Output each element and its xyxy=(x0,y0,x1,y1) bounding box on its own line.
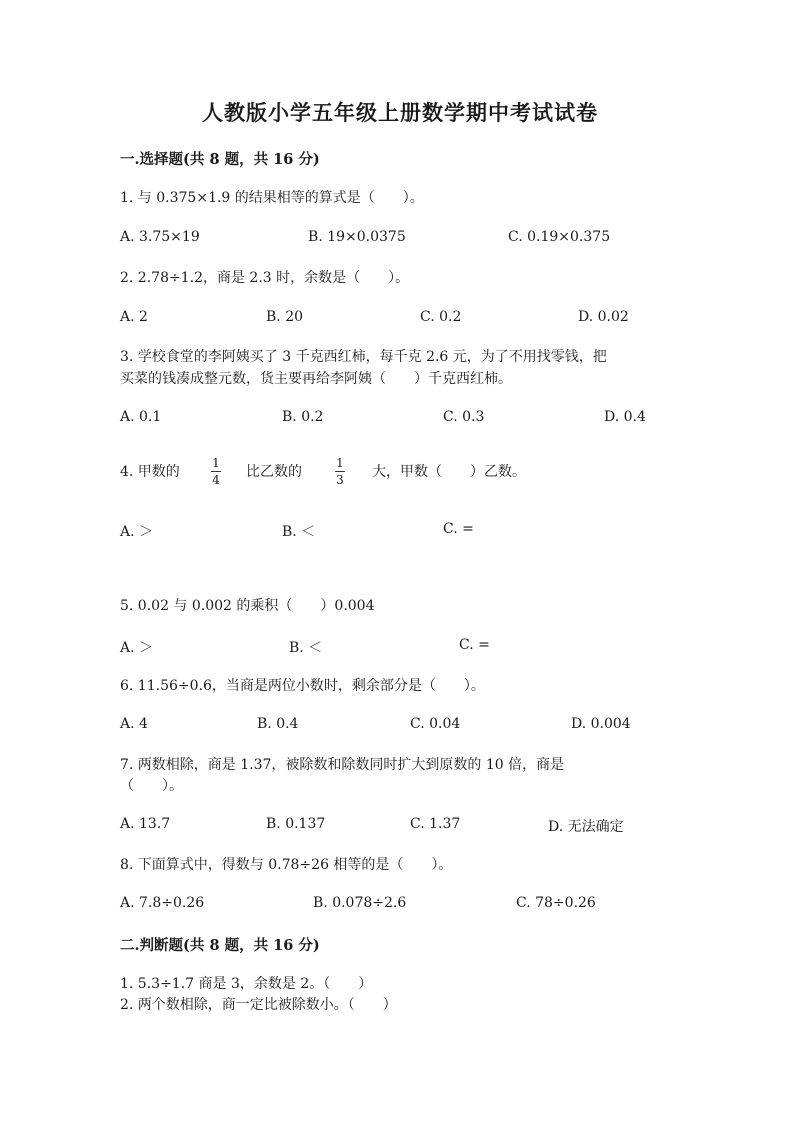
question-1: 1. 与 0.375×1.9 的结果相等的算式是（ ）。 xyxy=(120,190,424,206)
question-7-option-c[interactable]: C. 1.37 xyxy=(410,816,461,832)
question-7-option-b[interactable]: B. 0.137 xyxy=(266,816,326,832)
question-8-option-b[interactable]: B. 0.078÷2.6 xyxy=(313,895,407,911)
question-8-option-a[interactable]: A. 7.8÷0.26 xyxy=(120,895,205,911)
question-4-part-1: 4. 甲数的 xyxy=(120,464,180,480)
section-heading-choice: 一.选择题(共 8 题，共 16 分) xyxy=(120,151,320,168)
question-5-option-b[interactable]: B. ＜ xyxy=(289,640,323,656)
question-4-option-c[interactable]: C. = xyxy=(443,521,474,537)
question-5: 5. 0.02 与 0.002 的乘积（ ）0.004 xyxy=(120,598,375,614)
question-3-line-2: 买菜的钱凑成整元数，货主要再给李阿姨（ ）千克西红柿。 xyxy=(120,371,512,387)
question-7-line-2: （ ）。 xyxy=(120,778,183,794)
judgment-question-1: 1. 5.3÷1.7 商是 3，余数是 2。（ ） xyxy=(120,976,373,992)
fraction-bar xyxy=(335,471,345,472)
question-5-option-a[interactable]: A. ＞ xyxy=(120,640,154,656)
question-7-option-a[interactable]: A. 13.7 xyxy=(120,816,171,832)
question-3-option-a[interactable]: A. 0.1 xyxy=(120,409,162,425)
question-8-option-c[interactable]: C. 78÷0.26 xyxy=(516,895,596,911)
fraction-numerator: 1 xyxy=(212,456,220,470)
fraction-one-quarter xyxy=(211,456,221,487)
question-3-option-b[interactable]: B. 0.2 xyxy=(282,409,324,425)
question-2-option-d[interactable]: D. 0.02 xyxy=(578,309,629,325)
question-1-option-b[interactable]: B. 19×0.0375 xyxy=(308,229,406,245)
question-6-option-a[interactable]: A. 4 xyxy=(120,716,148,732)
question-2-option-c[interactable]: C. 0.2 xyxy=(420,309,462,325)
section-heading-true-false: 二.判断题(共 8 题，共 16 分) xyxy=(120,937,320,954)
question-1-option-a[interactable]: A. 3.75×19 xyxy=(120,229,200,245)
question-6-option-d[interactable]: D. 0.004 xyxy=(571,716,631,732)
question-7-line-1: 7. 两数相除，商是 1.37，被除数和除数同时扩大到原数的 10 倍，商是 xyxy=(120,757,565,773)
question-4-option-a[interactable]: A. ＞ xyxy=(120,524,154,540)
question-3-option-d[interactable]: D. 0.4 xyxy=(604,409,646,425)
question-6-option-c[interactable]: C. 0.04 xyxy=(410,716,461,732)
fraction-denominator: 3 xyxy=(336,473,344,487)
fraction-denominator: 4 xyxy=(212,473,220,487)
question-6-option-b[interactable]: B. 0.4 xyxy=(257,716,299,732)
question-5-option-c[interactable]: C. = xyxy=(459,637,490,653)
question-8: 8. 下面算式中，得数与 0.78÷26 相等的是（ ）。 xyxy=(120,857,453,873)
question-4-part-2: 比乙数的 xyxy=(246,464,302,480)
fraction-bar xyxy=(211,471,221,472)
question-2-option-a[interactable]: A. 2 xyxy=(120,309,148,325)
question-7-option-d[interactable]: D. 无法确定 xyxy=(548,819,624,835)
question-4-part-3: 大，甲数（ ）乙数。 xyxy=(372,464,526,480)
judgment-question-2: 2. 两个数相除，商一定比被除数小。（ ） xyxy=(120,997,397,1013)
question-3-option-c[interactable]: C. 0.3 xyxy=(443,409,485,425)
fraction-one-third xyxy=(335,456,345,487)
question-6: 6. 11.56÷0.6，当商是两位小数时，剩余部分是（ ）。 xyxy=(120,678,485,694)
question-4-option-b[interactable]: B. ＜ xyxy=(282,524,316,540)
page-title: 人教版小学五年级上册数学期中考试试卷 xyxy=(202,100,598,125)
question-2-option-b[interactable]: B. 20 xyxy=(266,309,304,325)
question-2: 2. 2.78÷1.2，商是 2.3 时，余数是（ ）。 xyxy=(120,270,410,286)
question-3-line-1: 3. 学校食堂的李阿姨买了 3 千克西红柿，每千克 2.6 元，为了不用找零钱，把 xyxy=(120,349,607,365)
question-1-option-c[interactable]: C. 0.19×0.375 xyxy=(508,229,611,245)
fraction-numerator: 1 xyxy=(336,456,344,470)
